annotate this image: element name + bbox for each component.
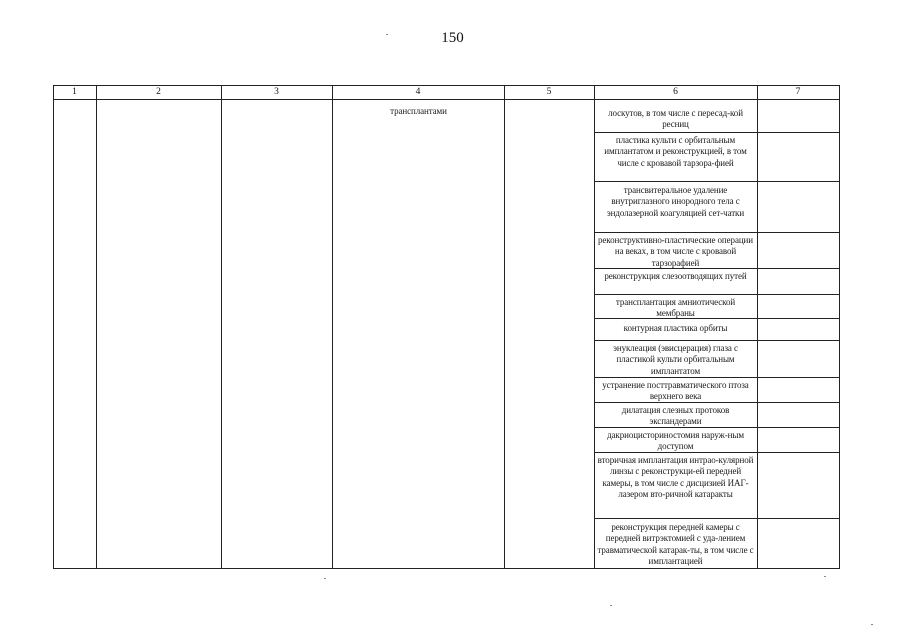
row-line xyxy=(594,132,840,133)
row-line xyxy=(594,340,840,341)
col4-cell-text: трансплантами xyxy=(390,106,447,116)
scan-speck xyxy=(386,34,388,35)
col6-cell: контурная пластика орбиты xyxy=(623,323,728,333)
row-line xyxy=(594,377,840,378)
col6-cell: лоскутов, в том числе с пересад-кой ресниц xyxy=(608,108,743,130)
header-col-5: 5 xyxy=(546,87,552,97)
row-line xyxy=(594,181,840,182)
scan-speck xyxy=(871,624,873,625)
col6-cell: реконструкция передней камеры с передней витрэктомией с уда-лением травматической катарак-ты, в том числе с имплантацией xyxy=(597,522,754,566)
col6-cell: пластика культи с орбитальным имплантатом и реконструкцией, в том числе с кровавой тарзора-фией xyxy=(604,135,747,168)
col6-cell: трансплантация амниотической мембраны xyxy=(615,297,736,319)
col6-cell: реконструкция слезоотводящих путей xyxy=(604,271,747,281)
col-border-0 xyxy=(53,85,54,569)
col-border-2 xyxy=(221,85,222,569)
scan-speck xyxy=(610,605,612,606)
col6-cell: энуклеация (эвисцерация) глаза с пластикой культи орбитальным имплантатом xyxy=(613,343,738,376)
col6-cell: реконструктивно-пластические операции на веках, в том числе с кровавой тарзорафией xyxy=(598,235,753,268)
col6-cell: дилатация слезных протоков экспандерами xyxy=(621,405,730,427)
page-number: 150 xyxy=(441,30,464,46)
col-border-7 xyxy=(839,85,840,569)
header-col-6: 6 xyxy=(673,87,678,97)
row-line xyxy=(594,294,840,295)
scan-speck xyxy=(324,578,326,579)
header-col-2: 2 xyxy=(156,87,161,97)
col-border-3 xyxy=(332,85,333,569)
col-border-1 xyxy=(96,85,97,569)
header-col-7: 7 xyxy=(795,87,801,97)
row-line xyxy=(594,518,840,519)
header-col-4: 4 xyxy=(415,87,421,97)
header-col-3: 3 xyxy=(274,87,279,97)
row-line xyxy=(594,232,840,233)
col6-cell: дакриоцисториностомия наруж-ным доступом xyxy=(607,430,744,452)
col-border-5 xyxy=(594,85,595,569)
scan-speck xyxy=(824,576,826,577)
col-border-4 xyxy=(504,85,505,569)
table-bottom-border xyxy=(53,568,840,569)
col-border-6 xyxy=(757,85,758,569)
header-bottom-border xyxy=(53,99,840,100)
header-col-1: 1 xyxy=(72,87,77,97)
col6-cell: устранение посттравматического птоза верхнего века xyxy=(602,380,749,402)
col6-cell: вторичная имплантация интрао-кулярной линзы с реконструкци-ей передней камеры, в том числе с дисцизией ИАГ-лазером вто-ричной катаракты xyxy=(597,455,754,499)
col6-cell: трансвитеральное удаление внутриглазного инородного тела с эндолазерной коагуляцией сет-чатки xyxy=(606,185,745,218)
